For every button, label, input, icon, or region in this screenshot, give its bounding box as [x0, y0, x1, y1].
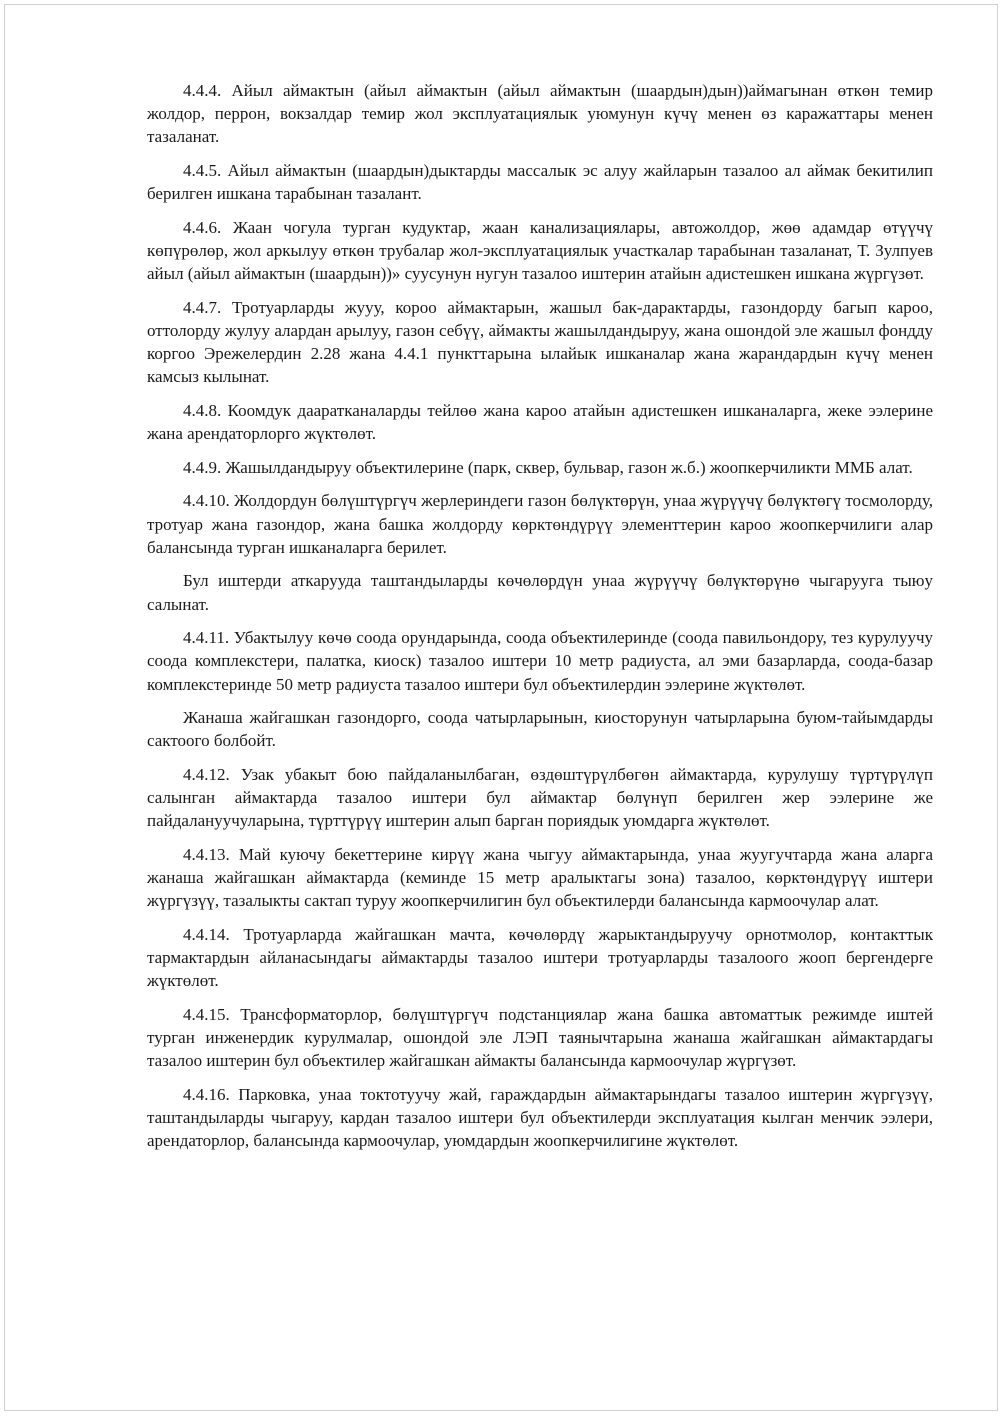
paragraph-4-4-5: 4.4.5. Айыл аймактын (шаардын)дыктарды массалык эс алуу жайларын тазалоо ал аймак бекитилип берилген ишкана тарабынан тазалант. [147, 161, 933, 204]
document-body [147, 79, 933, 1163]
paragraph-4-4-8: 4.4.8. Коомдук дааратканаларды тейлөө жана кароо атайын адистешкен ишканаларга, жеке ээлерине жана арендаторлорго жүктөлөт. [147, 401, 933, 444]
paragraph-4-4-9: 4.4.9. Жашылдандыруу объектилерине (парк, сквер, бульвар, газон ж.б.) жоопкерчиликти ММБ алат. [183, 457, 913, 477]
paragraph-4-4-16: 4.4.16. Парковка, унаа токтотуучу жай, гараждардын аймактарындагы тазалоо иштерин жүргүзүү, таштандыларды чыгаруу, кардан тазалоо иштери бул объектилерди эксплуатация кылган менчик ээлери, арендаторлор, балансында кармоочулар, уюмдардын жоопкерчилигине жүктөлөт. [147, 1084, 933, 1151]
paragraph-4-4-4: 4.4.4. Айыл аймактын (айыл аймактын (айыл аймактын (шаардын)дын))аймагынан өткөн темир жолдор, перрон, вокзалдар темир жол эксплуатациялык уюмунун күчү менен өз каражаттары менен тазаланат. [147, 81, 933, 147]
paragraph-4-4-14: 4.4.14. Тротуарларда жайгашкан мачта, көчөлөрдү жарыктандыруучу орнотмолор, контакттык тармактардын айланасындагы аймактарды тазалоо иштери тротуарларды тазалоого жооп бергендерге жүктөлөт. [147, 924, 933, 991]
paragraph-4-4-11: 4.4.11. Убактылуу көчө соода орундарында, соода объектилеринде (соода павильондору, тез курулуучу соода комплекстери, палатка, киоск) тазалоо иштери 10 метр радиуста, ал эми базарларда, соода-базар комплекстеринде 50 метр радиуста тазалоо иштери бул объектилердин ээлерине жүктөлөт. [147, 628, 933, 694]
paragraph-4-4-10-note: Бул иштерди аткарууда таштандыларды көчөлөрдүн унаа жүрүүчү бөлүктөрүнө чыгарууга тыюу салынат. [147, 571, 933, 614]
paragraph-4-4-7: 4.4.7. Тротуарларды жууу, короо аймактарын, жашыл бак-дарактарды, газондорду багып кароо, оттолорду жулуу алардан арылуу, газон себүү, аймакты жашылдандыруу, жана ошондой эле жашыл фондду коргоо Эрежелердин 2.28 жана 4.4.1 пункттарына ылайык ишканалар жана жарандардын күчү менен камсыз кылынат. [147, 297, 933, 387]
paragraph-4-4-6: 4.4.6. Жаан чогула турган кудуктар, жаан канализациялары, автожолдор, жөө адамдар өтүүчү көпүрөлөр, жол аркылуу өткөн трубалар жол-эксплуатациялык участкалар тарабынан тазаланат, Т. Зулпуев айыл (айыл аймактын (шаардын))» суусунун нугун тазалоо иштерин атайын адистешкен ишкана жүргүзөт. [147, 217, 933, 284]
paragraph-4-4-11-note: Жанаша жайгашкан газондорго, соода чатырларынын, киосторунун чатырларына буюм-тайымдарды сактоого болбойт. [147, 708, 933, 751]
paragraph-4-4-15: 4.4.15. Трансформаторлор, бөлүштүргүч подстанциялар жана башка автоматтык режимде иштей турган инженердик курулмалар, ошондой эле ЛЭП таянычтарына жанаша жайгашкан аймактардагы тазалоо иштерин бул объектилер жайгашкан аймакты балансында кармоочулар жүргүзөт. [147, 1004, 933, 1071]
paragraph-4-4-13: 4.4.13. Май куючу бекеттерине кирүү жана чыгуу аймактарында, унаа жуугучтарда жана аларга жанаша жайгашкан аймактарда (кеминде 15 метр аралыктагы зона) тазалоо, көрктөндүрүү иштери жүргүзүү, тазалыкты сактап туруу жоопкерчилигин бул объектилерди балансында кармоочулар алат. [147, 844, 933, 911]
paragraph-4-4-10: 4.4.10. Жолдордун бөлүштүргүч жерлериндеги газон бөлүктөрүн, унаа жүрүүчү бөлүктөгү тосмолорду, тротуар жана газондор, жана башка жолдорду көрктөндүрүү элементтерин кароо жоопкерчилиги алар балансында турган ишканаларга берилет. [147, 491, 933, 557]
document-page [4, 4, 998, 1411]
paragraph-4-4-12: 4.4.12. Узак убакыт бою пайдаланылбаган, өздөштүрүлбөгөн аймактарда, курулушу түртүрүлүп салынган аймактарда тазалоо иштери бул аймактар бөлүнүп берилген жер ээлерине же пайдалануучуларына, түрттүрүү иштерин алып барган пориядык уюмдарга жүктөлөт. [147, 764, 933, 831]
